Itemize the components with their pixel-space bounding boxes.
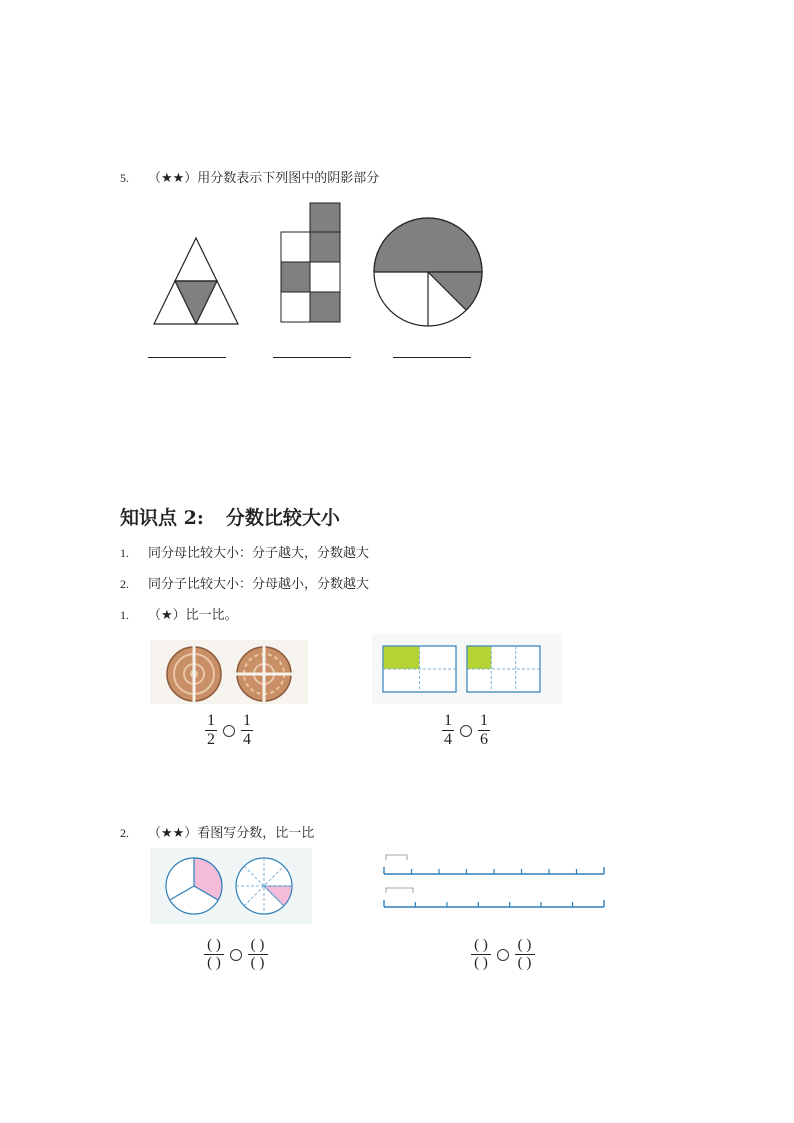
denominator: 4: [444, 731, 452, 748]
section-heading: [120, 503, 340, 530]
answer-blank-2[interactable]: [273, 357, 351, 358]
fraction-blank-left[interactable]: [204, 938, 224, 971]
question-number: 5.: [120, 171, 129, 185]
question-5: [120, 167, 379, 186]
segment-bars-illustration: [380, 852, 608, 914]
fraction-blank-left[interactable]: [471, 938, 491, 971]
section-subtitle: 分数比较大小: [225, 507, 340, 529]
denominator: 6: [480, 731, 488, 748]
fraction-left: [442, 713, 454, 748]
pie-illustration: [150, 848, 312, 924]
pie-thirds-icon: [166, 858, 222, 914]
rule-2: [120, 573, 369, 592]
question-text: （★★）用分数表示下列图中的阴影部分: [148, 171, 380, 186]
denominator: 4: [243, 731, 251, 748]
rule-number: 2.: [120, 577, 129, 591]
triangle-figure: [150, 235, 242, 327]
bar-eighths: [384, 855, 604, 874]
exercise-text: （★）比一比。: [148, 608, 238, 623]
blank-compare-bars: [471, 938, 535, 971]
denominator-blank[interactable]: ( ): [207, 955, 221, 971]
numerator-blank[interactable]: ( ): [250, 937, 265, 953]
rule-text: 同分子比较大小：分母越小，分数越大: [148, 577, 370, 592]
cookie-halves-icon: [167, 646, 221, 702]
bar-sevenths: [384, 888, 604, 907]
rule-number: 1.: [120, 546, 129, 560]
circle-figure: [372, 216, 484, 328]
compare-circle[interactable]: [230, 949, 242, 961]
section-title: 知识点 2:: [120, 507, 204, 529]
rule-text: 同分母比较大小：分子越大，分数越大: [148, 546, 370, 561]
cookie-quarters-icon: [236, 646, 292, 702]
fraction-left: [205, 713, 217, 748]
exercise-1: [120, 604, 238, 623]
numerator: 1: [243, 712, 251, 729]
numerator-blank[interactable]: ( ): [207, 937, 221, 953]
grid-figure: [280, 202, 342, 324]
compare-halves-quarters: [205, 713, 253, 748]
denominator: 2: [207, 731, 215, 748]
exercise-number: 1.: [120, 608, 129, 622]
compare-circle[interactable]: [497, 949, 509, 961]
denominator-blank[interactable]: ( ): [250, 955, 265, 971]
rectangles-illustration: [372, 634, 562, 704]
denominator-blank[interactable]: ( ): [517, 955, 532, 971]
compare-circle[interactable]: [460, 725, 472, 737]
exercise-2: [120, 822, 314, 841]
answer-blank-1[interactable]: [148, 357, 226, 358]
blank-compare-pies: [204, 938, 268, 971]
numerator: 1: [480, 712, 488, 729]
numerator: 1: [444, 712, 452, 729]
fraction-blank-right[interactable]: [515, 938, 535, 971]
answer-blank-3[interactable]: [393, 357, 471, 358]
cookies-illustration: [150, 640, 308, 704]
numerator: 1: [207, 712, 215, 729]
compare-quarters-sixths: [442, 713, 490, 748]
rule-1: [120, 542, 369, 561]
exercise-number: 2.: [120, 826, 129, 840]
compare-circle[interactable]: [223, 725, 235, 737]
exercise-text: （★★）看图写分数，比一比: [148, 826, 315, 841]
pie-eighths-icon: [236, 858, 292, 914]
numerator-blank[interactable]: ( ): [474, 937, 488, 953]
denominator-blank[interactable]: ( ): [474, 955, 488, 971]
numerator-blank[interactable]: ( ): [517, 937, 532, 953]
fraction-right: [478, 713, 490, 748]
fraction-blank-right[interactable]: [248, 938, 268, 971]
fraction-right: [241, 713, 253, 748]
